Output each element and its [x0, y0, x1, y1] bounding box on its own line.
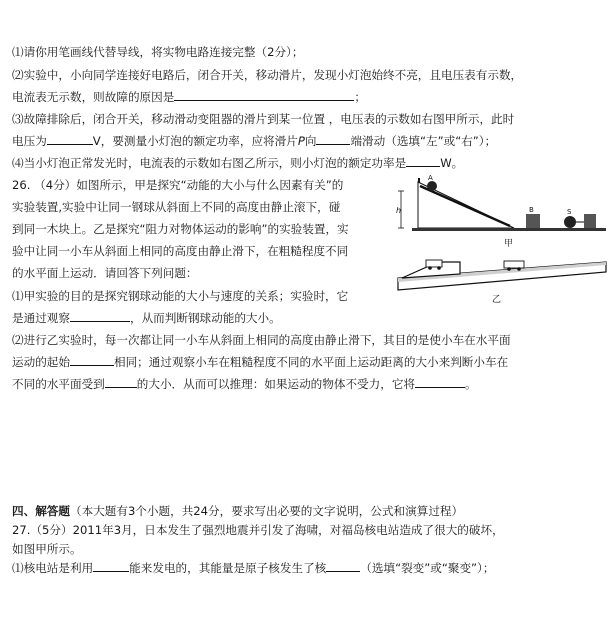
ground-jia [412, 228, 606, 231]
wood-block-b [526, 214, 540, 228]
q25-part3-line1: ⑶故障排除后，闭合开关，移动滑动变阻器的滑片到某一位置 ，电压表的示数如右图甲所示，此时 [12, 112, 515, 126]
q26-observe-end: ，从而判断钢球动能的大小。 [129, 311, 281, 325]
q26-line7 [12, 310, 384, 326]
q26-line10-end: 。 [465, 377, 477, 391]
q25-part3-end: 端滑动（选填“左”或“右”）； [350, 134, 497, 148]
q26-line10-text: 的大小．从而可以推理：如果运动的物体不受力，它将 [136, 377, 416, 391]
q25-part4-unit: W。 [440, 156, 464, 170]
q25-part4-text: ⑷当小灯泡正常发光时，电流表的示数如右图乙所示，则小灯泡的额定功率是 [12, 156, 407, 170]
q26-force-label: 不同的水平面受到 [12, 377, 105, 391]
q26-line10 [12, 376, 477, 392]
q26-line9 [12, 354, 508, 370]
steel-ball-a [427, 181, 437, 191]
q25-part2-end: ； [354, 90, 366, 104]
q26-figure-svg [392, 174, 610, 306]
q26-force-blank[interactable] [105, 376, 137, 388]
q26-observe-blank[interactable] [70, 310, 130, 322]
q26-line9-text: 相同；通过观察小车在粗糙程度不同的水平面上运动距离的大小来判断小车在 [113, 355, 509, 369]
q26-start-blank[interactable] [70, 354, 114, 366]
label-yi: 乙 [492, 295, 502, 305]
q25-part1: ⑴请你用笔画线代替导线，将实物电路连接完整（2分）； [12, 45, 304, 59]
label-a: A [428, 174, 433, 182]
q27-line1: 27.（5分）2011年3月，日本发生了强烈地震并引发了海啸，对福岛核电站造成了很大的破坏， [12, 523, 504, 537]
q27-energy-blank[interactable] [93, 560, 129, 572]
q25-power-blank[interactable] [406, 155, 440, 167]
q27-energy-label: ⑴核电站是利用 [12, 561, 94, 575]
q26-line4: 验中让同一小车从斜面上相同的高度由静止滑下，在粗糙程度不同 [12, 244, 349, 258]
label-b: B [529, 206, 534, 214]
label-s: S [567, 208, 572, 216]
section4-heading [12, 503, 463, 519]
q27-reaction-blank[interactable] [326, 560, 360, 572]
q26-observe-label: 是通过观察 [12, 311, 70, 325]
q25-slider-p: P [297, 134, 305, 148]
q25-voltage-label: 电压为 [12, 134, 47, 148]
toy-car-top [426, 260, 442, 267]
ball-s [564, 216, 576, 228]
q25-fault-blank[interactable] [174, 89, 354, 101]
q26-line6: ⑴甲实验的目的是探究钢球动能的大小与速度的关系；实验时，它 [12, 289, 349, 303]
q26-line2: 实验装置,实验中让同一钢球从斜面上不同的高度由静止滚下，碰 [12, 200, 341, 214]
q27-line3 [12, 560, 494, 576]
q25-part2-line1: ⑵实验中，小向同学连接好电路后，闭合开关，移动滑片，发现小灯泡始终不亮，且电压表有示数， [12, 68, 523, 82]
q25-part3-line2 [12, 133, 496, 149]
label-h: h [396, 206, 402, 215]
q26-start-label: 运动的起始 [12, 355, 70, 369]
q25-part3-text: V，要测量小灯泡的额定功率，应将滑片 [92, 134, 298, 148]
q25-direction-blank[interactable] [316, 133, 350, 145]
q25-part2-text: 电流表无示数，则故障的原因是 [12, 90, 175, 104]
q26-line5: 的水平面上运动．请回答下列问题： [12, 266, 198, 280]
wood-block [584, 214, 596, 228]
q27-line2: 如图甲所示。 [12, 542, 82, 556]
q26-line1: 26. （4分）如图所示，甲是探究“动能的大小与什么因素有关”的 [12, 178, 344, 192]
label-jia: 甲 [504, 239, 514, 249]
q26-line3: 到同一木块上。乙是探究“阻力对物体运动的影响”的实验装置，实 [12, 222, 349, 236]
section4-title: 四、解答题 [12, 504, 70, 518]
q26-figure [392, 174, 610, 306]
q25-voltage-blank[interactable] [47, 133, 93, 145]
q25-part4 [12, 155, 463, 171]
q25-part2-line2 [12, 89, 366, 105]
q25-part3-dir: 向 [304, 134, 317, 148]
section4-note: （本大题有3个小题，共24分，要求写出必要的文字说明，公式和演算过程） [69, 504, 464, 518]
q27-line3-end: （选填“裂变”或“聚变”）； [360, 561, 495, 575]
toy-car [504, 261, 524, 268]
q26-line8: ⑵进行乙实验时，每一次都让同一小车从斜面上相同的高度由静止滑下，其目的是使小车在水平面 [12, 333, 511, 347]
q27-line3-text: 能来发电的，其能量是原子核发生了核 [129, 561, 327, 575]
q26-infer-blank[interactable] [415, 376, 465, 388]
